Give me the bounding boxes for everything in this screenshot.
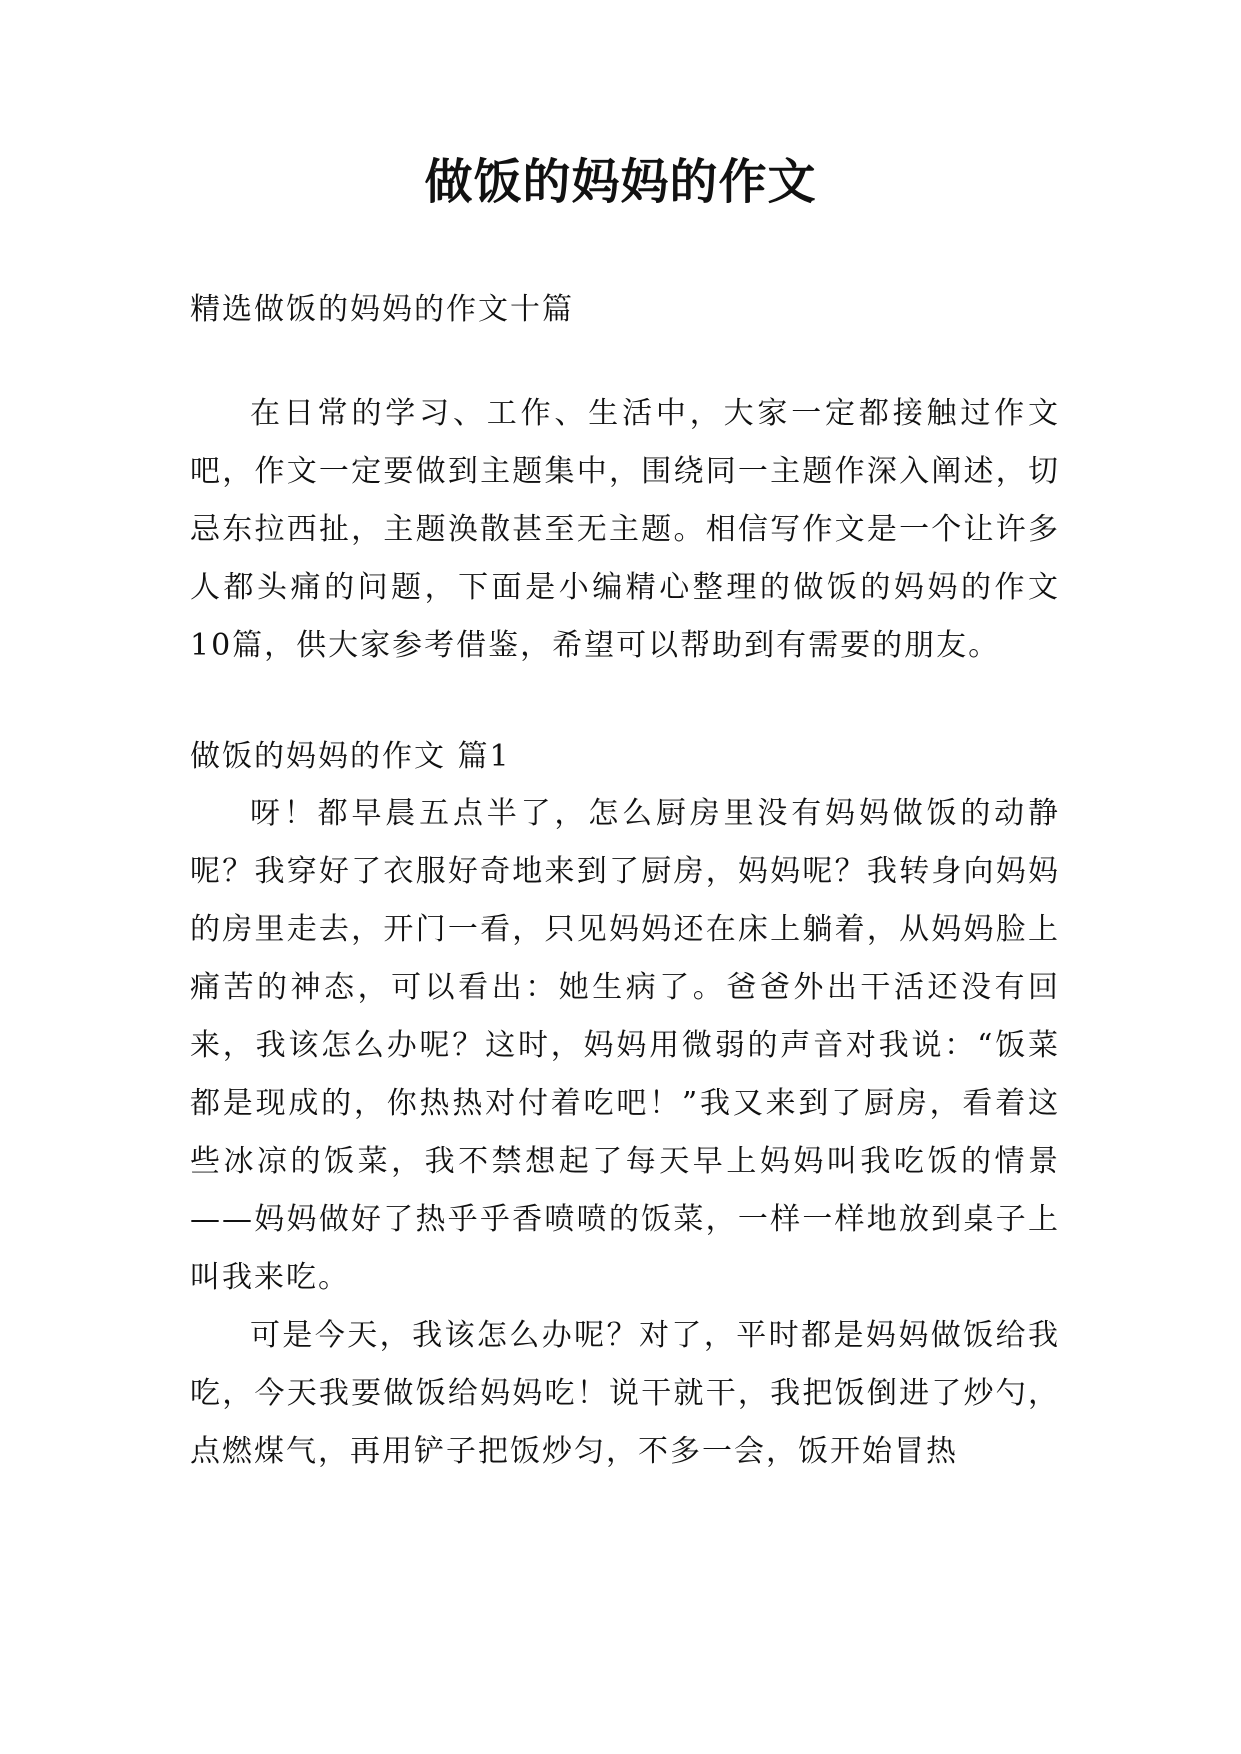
body-paragraph-1: 呀！都早晨五点半了，怎么厨房里没有妈妈做饭的动静呢？我穿好了衣服好奇地来到了厨房，妈妈呢？我转身向妈妈的房里走去，开门一看，只见妈妈还在床上躺着，从妈妈脸上痛苦的神态，可以看出：她生病了。爸爸外出干活还没有回来，我该怎么办呢？这时，妈妈用微弱的声音对我说：“饭菜都是现成的，你热热对付着吃吧！”我又来到了厨房，看着这些冰凉的饭菜，我不禁想起了每天早上妈妈叫我吃饭的情景——妈妈做好了热乎乎香喷喷的饭菜，一样一样地放到桌子上叫我来吃。 bbox=[190, 796, 1060, 1295]
document-title: 做饭的妈妈的作文 bbox=[424, 154, 817, 210]
section-body bbox=[190, 785, 1060, 1481]
document-content bbox=[190, 290, 1060, 1481]
section-heading: 做饭的妈妈的作文 篇1 bbox=[190, 739, 511, 774]
body-paragraph-2: 可是今天，我该怎么办呢？对了，平时都是妈妈做饭给我吃，今天我要做饭给妈妈吃！说干就干，我把饭倒进了炒勺，点燃煤气，再用铲子把饭炒匀，不多一会，饭开始冒热 bbox=[190, 1318, 1060, 1469]
section-1 bbox=[190, 737, 1060, 1481]
intro-paragraph: 在日常的学习、工作、生活中，大家一定都接触过作文吧，作文一定要做到主题集中，围绕同一主题作深入阐述，切忌东拉西扯，主题涣散甚至无主题。相信写作文是一个让许多人都头痛的问题，下面是小编精心整理的做饭的妈妈的作文10篇，供大家参考借鉴，希望可以帮助到有需要的朋友。 bbox=[190, 396, 1060, 663]
document-subtitle: 精选做饭的妈妈的作文十篇 bbox=[190, 292, 574, 327]
